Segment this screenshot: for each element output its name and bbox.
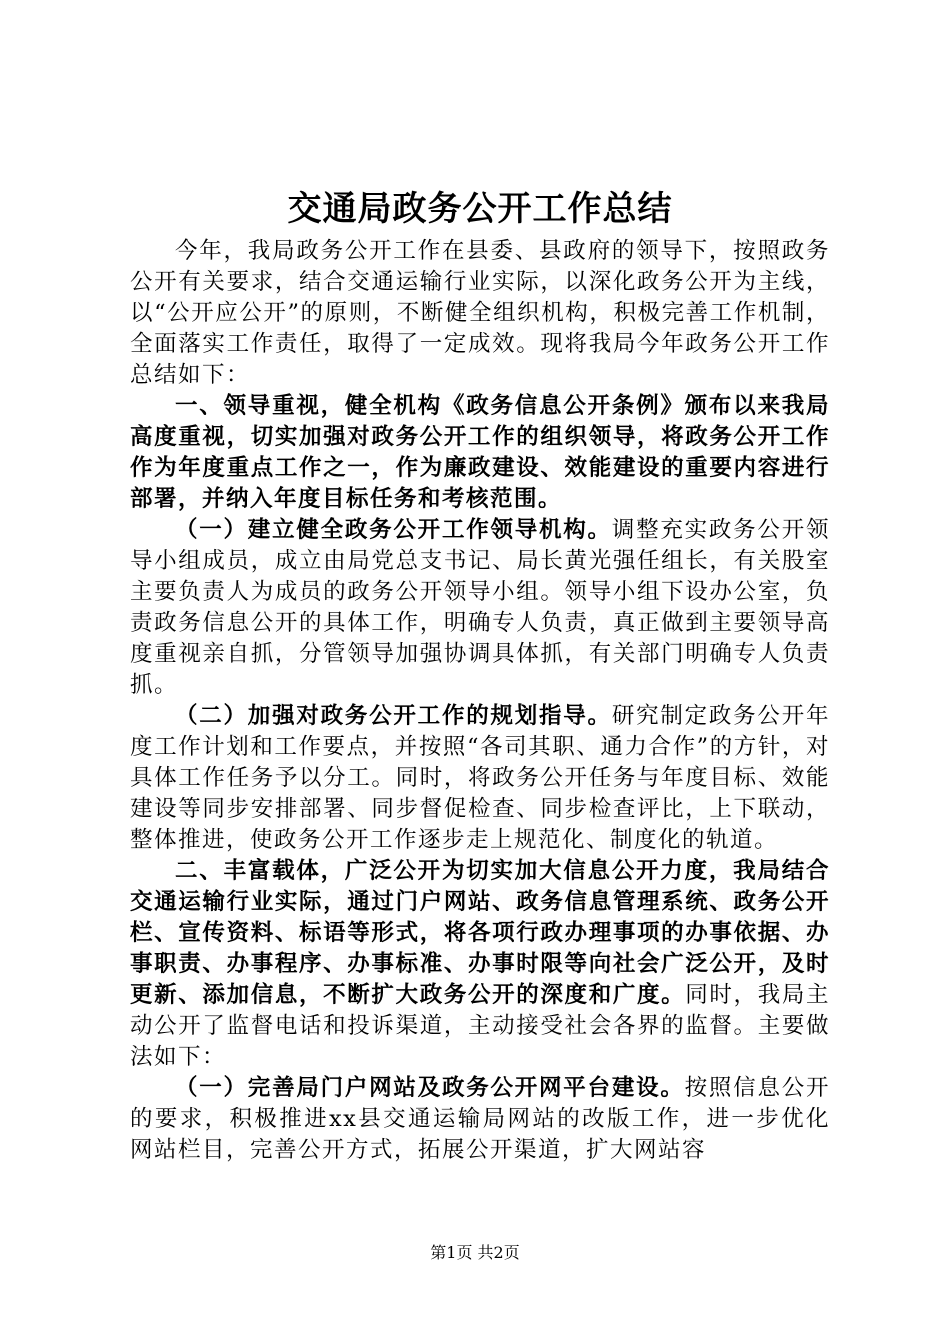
paragraph-section-2-1 (130, 1073, 830, 1166)
paragraph-text: 研究制定政务公开年度工作计划和工作要点，并按照“各司其职、通力合作”的方针，对具体工作任务予以分工。同时，将政务公开任务与年度目标、效能建设等同步安排部署、同步督促检查、同步检查评比，上下联动，整体推进，使政务公开工作逐步走上规范化、制度化的轨道。 (130, 703, 830, 853)
paragraph-section-1-2 (130, 701, 830, 856)
paragraph-lead: 一、领导重视，健全机构《政务信息公开条例》颁布以来我局高度重视，切实加强对政务公开工作的组织领导，将政务公开工作作为年度重点工作之一，作为廉政建设、效能建设的重要内容进行部署，并纳入年度目标任务和考核范围。 (130, 393, 830, 512)
paragraph-lead: 二、丰富载体，广泛公开为切实加大信息公开力度，我局结合交通运输行业实际，通过门户网站、政务信息管理系统、政务公开栏、宣传资料、标语等形式，将各项行政办理事项的办事依据、办事职责、办事程序、办事标准、办事时限等向社会广泛公开，及时更新、添加信息，不断扩大政务公开的深度和广度。 (130, 858, 830, 1008)
paragraph-lead: （一）完善局门户网站及政务公开网平台建设。 (175, 1075, 685, 1101)
paragraph-text: 调整充实政务公开领导小组成员，成立由局党总支书记、局长黄光强任组长，有关股室主要负责人为成员的政务公开领导小组。领导小组下设办公室，负责政务信息公开的具体工作，明确专人负责，真正做到主要领导高度重视亲自抓，分管领导加强协调具体抓，有关部门明确专人负责抓。 (130, 517, 830, 698)
paragraph-section-2 (130, 856, 830, 1073)
document-body (130, 236, 830, 1166)
paragraph-text: 今年，我局政务公开工作在县委、县政府的领导下，按照政务公开有关要求，结合交通运输行业实际，以深化政务公开为主线，以“公开应公开”的原则，不断健全组织机构，积极完善工作机制，全面落实工作责任，取得了一定成效。现将我局今年政务公开工作总结如下： (130, 238, 830, 388)
paragraph-lead: （一）建立健全政务公开工作领导机构。 (175, 517, 612, 543)
paragraph-intro (130, 236, 830, 391)
document-title: 交通局政务公开工作总结 (287, 189, 673, 229)
paragraph-text: 按照信息公开的要求，积极推进xx县交通运输局网站的改版工作，进一步优化网站栏目，完善公开方式，拓展公开渠道，扩大网站容 (130, 1075, 830, 1163)
paragraph-lead: （二）加强对政务公开工作的规划指导。 (175, 703, 612, 729)
paragraph-text: 同时，我局主动公开了监督电话和投诉渠道，主动接受社会各界的监督。主要做法如下： (130, 982, 830, 1070)
paragraph-section-1 (130, 391, 830, 515)
paragraph-section-1-1 (130, 515, 830, 701)
page-footer: 第1页 共2页 (430, 1243, 520, 1262)
